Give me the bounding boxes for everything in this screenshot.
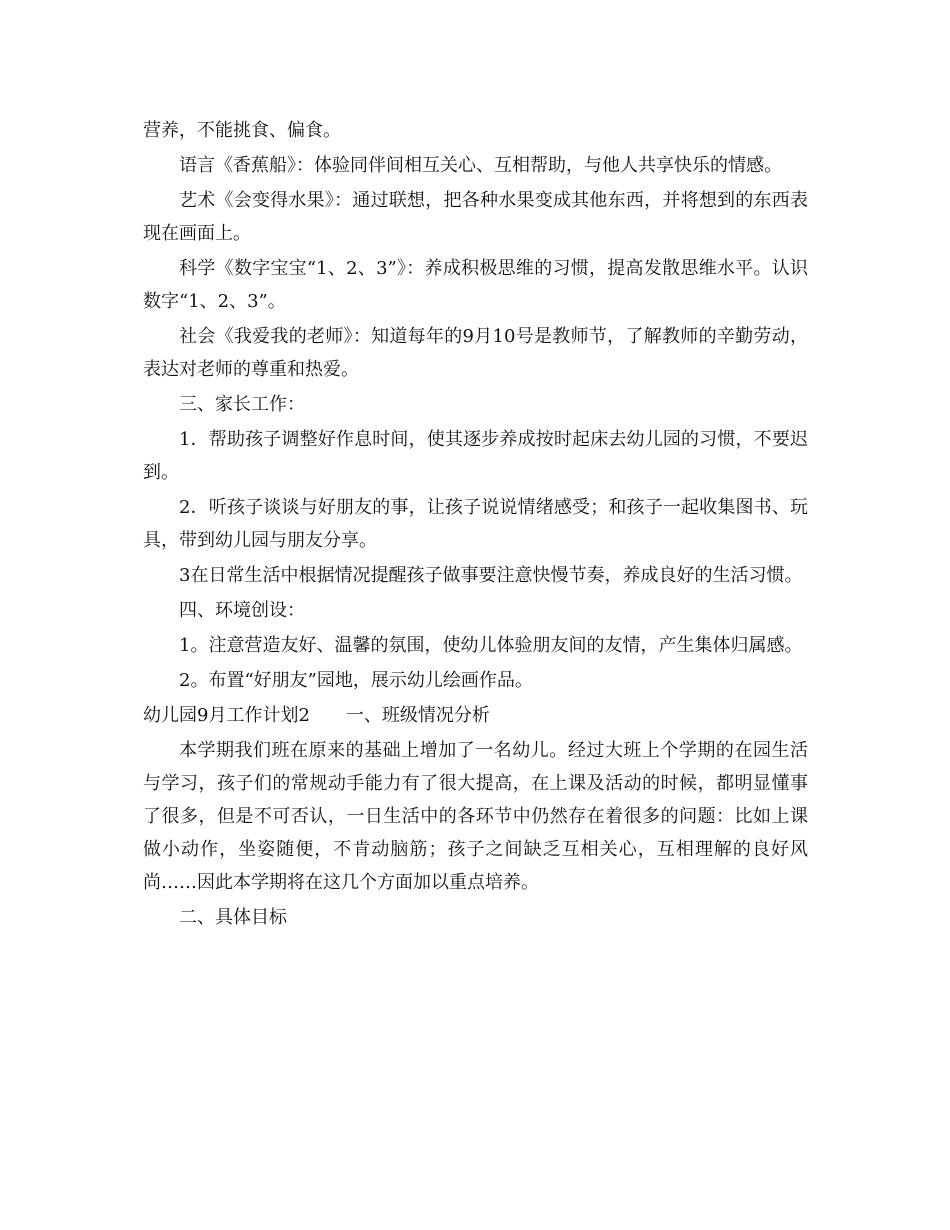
paragraph: 1。注意营造友好、温馨的氛围，使幼儿体验朋友间的友情，产生集体归属感。	[179, 635, 803, 656]
section-heading: 三、家长工作：	[179, 394, 305, 415]
paragraph: 2。布置“好朋友”园地，展示幼儿绘画作品。	[179, 670, 533, 691]
paragraph: 2．听孩子谈谈与好朋友的事，让孩子说说情绪感受；和孩子一起收集图书、玩具，带到幼儿园与朋友分享。	[143, 497, 808, 551]
paragraph: 1．帮助孩子调整好作息时间，使其逐步养成按时起床去幼儿园的习惯，不要迟到。	[143, 429, 808, 483]
paragraph: 科学《数字宝宝“1、2、3”》：养成积极思维的习惯，提高发散思维水平。认识数字“1、2、3”。	[143, 258, 808, 312]
paragraph: 语言《香蕉船》：体验同伴间相互关心、互相帮助，与他人共享快乐的情感。	[179, 155, 782, 176]
paragraph: 艺术《会变得水果》：通过联想，把各种水果变成其他东西，并将想到的东西表现在画面上。	[143, 190, 808, 244]
paragraph: 社会《我爱我的老师》：知道每年的9月10号是教师节，了解教师的辛勤劳动，表达对老师的尊重和热爱。	[143, 326, 808, 380]
document-title: 幼儿园9月工作计划2 一、班级情况分析	[143, 705, 490, 726]
paragraph: 3在日常生活中根据情况提醒孩子做事要注意快慢节奏，养成良好的生活习惯。	[179, 565, 803, 586]
paragraph: 本学期我们班在原来的基础上增加了一名幼儿。经过大班上个学期的在园生活与学习，孩子们的常规动手能力有了很大提高，在上课及活动的时候，都明显懂事了很多，但是不可否认，一日生活中的各环节中仍然存在着很多的问题：比如上课做小动作，坐姿随便，不肯动脑筋；孩子之间缺乏互相关心，互相理解的良好风尚……因此本学期将在这几个方面加以重点培养。	[143, 740, 808, 893]
paragraph: 营养，不能挑食、偏食。	[143, 120, 341, 141]
section-heading: 二、具体目标	[179, 907, 287, 928]
document-body	[143, 114, 808, 936]
section-heading: 四、环境创设：	[179, 600, 305, 621]
